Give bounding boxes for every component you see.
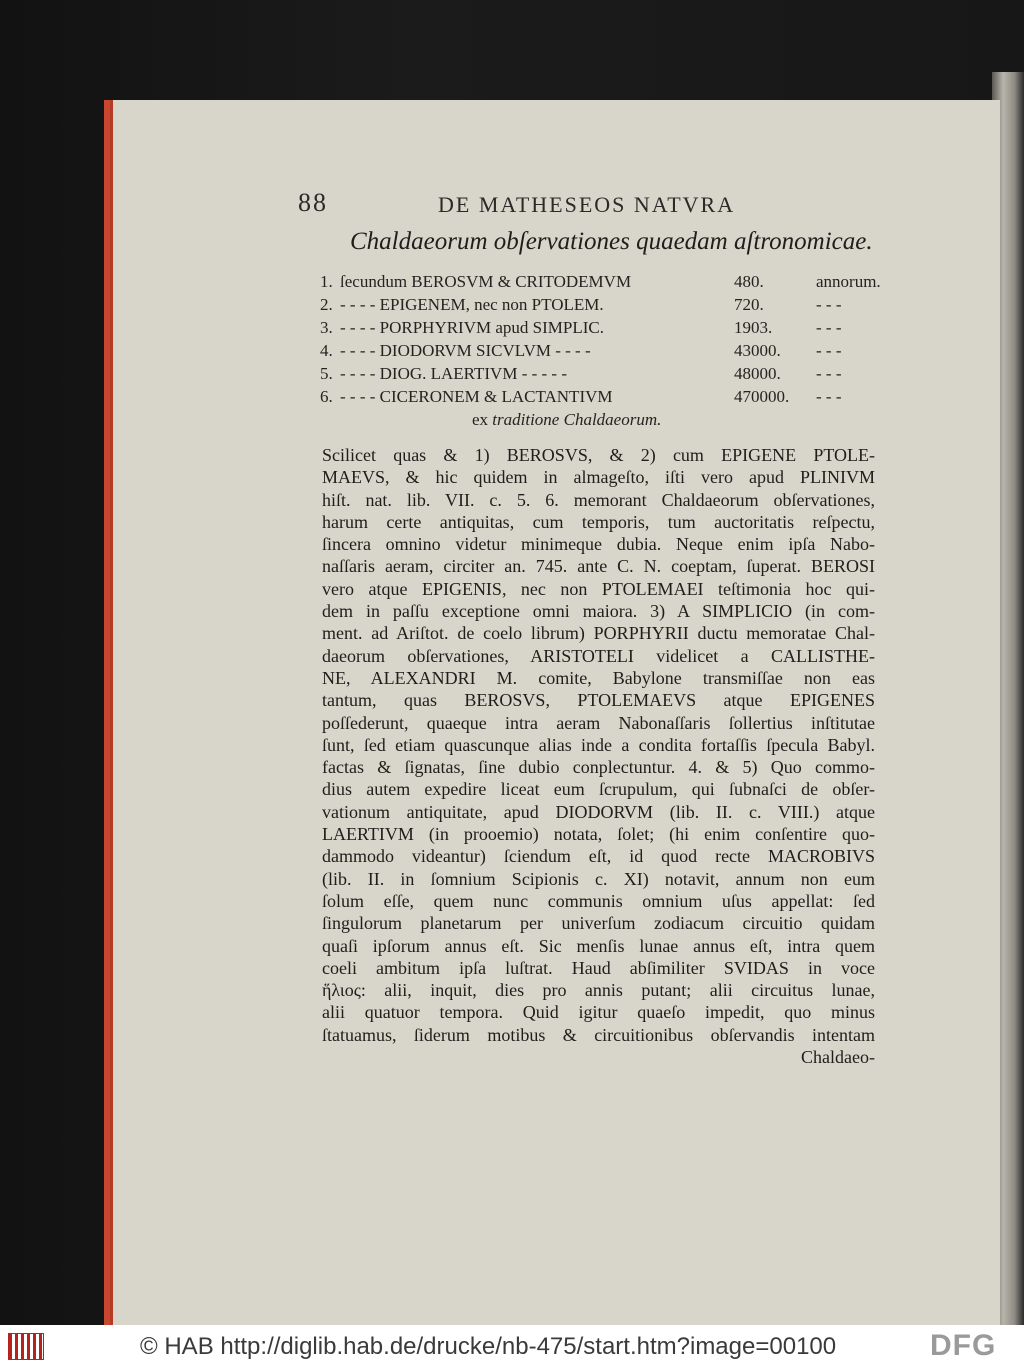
text-line: ἥλιος: alii, inquit, dies pro annis putant; alii circuitus lunae, xyxy=(322,980,875,1001)
table-row xyxy=(320,272,880,295)
observations-table xyxy=(320,272,880,434)
copyright-link[interactable]: © HAB http://diglib.hab.de/drucke/nb-475/start.htm?image=00100 xyxy=(140,1333,837,1360)
text-line: tantum, quas BEROSVS, PTOLEMAEVS atque EPIGENES xyxy=(322,690,875,711)
text-line: harum certe antiquitas, cum temporis, tum auctoritatis reſpectu, xyxy=(322,511,875,532)
row-number: 4. xyxy=(320,341,333,360)
row-number: 5. xyxy=(320,364,333,383)
text-line: Scilicet quas & 1) BEROSVS, & 2) cum EPIGENE PTOLE- xyxy=(322,445,875,465)
row-unit: - - - xyxy=(816,341,842,360)
row-unit: - - - xyxy=(816,295,842,314)
row-number: 3. xyxy=(320,318,333,337)
text-line: MAEVS, & hic quidem in almageſto, iſti vero apud PLINIVM xyxy=(322,467,875,488)
row-number: 6. xyxy=(320,387,333,406)
table-row xyxy=(320,295,880,318)
row-source: - - - - DIOG. LAERTIVM - - - - - xyxy=(340,364,567,383)
page-number: 88 xyxy=(298,188,328,217)
table-row xyxy=(320,318,880,341)
text-line: quaſi ipſorum annus eſt. Sic menſis lunae annus eſt, intra quem xyxy=(322,935,875,956)
table-note-text xyxy=(472,410,661,430)
row-unit: annorum. xyxy=(816,272,881,291)
text-line: alii quatuor tempora. Quid igitur quaeſo impedit, quo minus xyxy=(322,1002,875,1023)
table-note-italic: traditione Chaldaeorum. xyxy=(492,410,662,429)
row-source: ſecundum BEROSVM & CRITODEMVM xyxy=(340,272,632,291)
text-line: ſtatuamus, ſiderum motibus & circuitionibus obſervandis intentam xyxy=(322,1024,875,1045)
text-line: dem in paſſu exceptione omni maiora. 3) A SIMPLICIO (in com- xyxy=(322,601,875,622)
catchword-line: Chaldaeo- xyxy=(801,1047,875,1068)
table-note xyxy=(320,410,880,434)
text-line: NE, ALEXANDRI M. comite, Babylone transmiſſae non eas xyxy=(322,667,875,688)
table-note-prefix: ex xyxy=(472,410,489,429)
text-line: coeli ambitum ipſa luſtrat. Haud abſimiliter SVIDAS in voce xyxy=(322,957,875,978)
text-line: daeorum obſervationes, ARISTOTELI videlicet a CALLISTHE- xyxy=(322,645,875,666)
text-line: dius autem expedire liceat eum ſcrupulum, qui ſubnaſci de obſer- xyxy=(322,779,875,800)
text-line: (lib. II. in ſomnium Scipionis c. XI) notavit, annum non eum xyxy=(322,868,875,889)
running-head: DE MATHESEOS NATVRA xyxy=(438,192,736,217)
text-line: ment. ad Ariſtot. de coelo librum) PORPHYRII ductu memoratae Chal- xyxy=(322,623,875,644)
row-years: 470000. xyxy=(734,387,790,406)
row-number: 2. xyxy=(320,295,333,314)
viewer-footer xyxy=(0,1325,1024,1368)
row-years: 1903. xyxy=(734,318,773,337)
row-years: 720. xyxy=(734,295,764,314)
row-years: 43000. xyxy=(734,341,781,360)
text-line: naſſaris aeram, circiter an. 745. ante C. N. coeptam, ſuperat. BEROSI xyxy=(322,556,875,577)
table-row xyxy=(320,364,880,387)
row-years: 48000. xyxy=(734,364,781,383)
row-unit: - - - xyxy=(816,387,842,406)
text-line: ſolum eſſe, quem nunc communis omnium uſus appellat: ſed xyxy=(322,890,875,911)
text-line: ſunt, ſed etiam quascunque alias inde a condita fortaſſis ſpecula Babyl. xyxy=(322,734,875,755)
row-years: 480. xyxy=(734,272,764,291)
text-line: poſſederunt, quaeque intra aeram Nabonaſſaris ſollertius inſtitutae xyxy=(322,712,875,733)
row-source: - - - - DIODORVM SICVLVM - - - - xyxy=(340,341,591,360)
table-row xyxy=(320,387,880,410)
page-header xyxy=(298,188,738,228)
text-line: ſingulorum planetarum per univerſum zodiacum circuitio quidam xyxy=(322,913,875,934)
row-source: - - - - EPIGENEM, nec non PTOLEM. xyxy=(340,295,604,314)
text-line: ſincera omnino videtur minimeque dubia. Neque enim ipſa Nabo- xyxy=(322,534,875,555)
page-title: Chaldaeorum obſervationes quaedam aſtronomicae. xyxy=(350,228,873,255)
body-paragraph xyxy=(322,444,875,1068)
row-source: - - - - CICERONEM & LACTANTIVM xyxy=(340,387,613,406)
text-line: factas & ſignatas, ſine dubio conplectuntur. 4. & 5) Quo commo- xyxy=(322,757,875,778)
text-line: vero atque EPIGENIS, nec non PTOLEMAEI teſtimonia hoc qui- xyxy=(322,578,875,599)
text-line: vationum antiquitate, apud DIODORVM (lib. II. c. VIII.) atque xyxy=(322,801,875,822)
row-unit: - - - xyxy=(816,364,842,383)
text-line: LAERTIVM (in prooemio) notata, ſolet; (hi enim conſentire quo- xyxy=(322,824,875,845)
dfg-logo: DFG xyxy=(930,1329,997,1362)
text-line: dammodo videantur) ſciendum eſt, id quod recte MACROBIVS xyxy=(322,846,875,867)
hab-logo-icon xyxy=(8,1333,44,1360)
row-unit: - - - xyxy=(816,318,842,337)
row-source: - - - - PORPHYRIVM apud SIMPLIC. xyxy=(340,318,604,337)
table-row xyxy=(320,341,880,364)
row-number: 1. xyxy=(320,272,333,291)
text-line: hiſt. nat. lib. VII. c. 5. 6. memorant Chaldaeorum obſervationes, xyxy=(322,489,875,510)
